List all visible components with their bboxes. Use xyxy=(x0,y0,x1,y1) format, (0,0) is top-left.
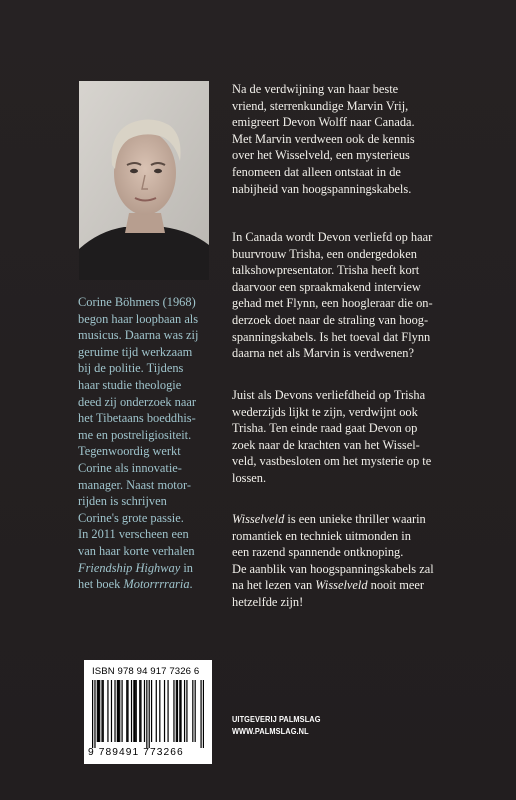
barcode-bars xyxy=(92,680,204,748)
blurb-line: talkshowpresentator. Trisha heeft kort xyxy=(232,263,420,278)
barcode-bar xyxy=(195,680,196,742)
barcode-bar xyxy=(192,680,193,742)
barcode-bar xyxy=(164,680,165,742)
bio-line: rijden is schrijven xyxy=(78,494,167,509)
barcode-bar xyxy=(92,680,93,748)
bio-line: het Tibetaans boeddhis- xyxy=(78,411,196,426)
barcode-bar xyxy=(144,680,145,742)
publisher-website: WWW.PALMSLAG.NL xyxy=(232,725,309,736)
blurb-line: over het Wisselveld, een mysterieus xyxy=(232,148,410,163)
blurb-line: een razend spannende ontknoping. xyxy=(232,545,404,560)
bio-line: Tegenwoordig werkt xyxy=(78,444,181,459)
bio-line: Corine's grote passie. xyxy=(78,510,184,525)
blurb-paragraph-1 xyxy=(232,81,472,197)
barcode-bar xyxy=(107,680,108,742)
barcode-digits: 9 789491 773266 xyxy=(88,747,184,758)
bio-line: In 2011 verscheen een xyxy=(78,527,189,542)
blurb-line: nabijheid van hoogspanningskabels. xyxy=(232,181,412,196)
bio-line: haar studie theologie xyxy=(78,377,182,392)
blurb-line: daarvoor een spraakmakend interview xyxy=(232,279,421,294)
blurb-line xyxy=(232,577,472,594)
blurb-line: buurvrouw Trisha, een ondergedoken xyxy=(232,246,417,261)
publisher-imprint xyxy=(232,714,321,737)
barcode-bar xyxy=(97,680,98,742)
isbn-barcode xyxy=(84,660,212,764)
barcode-bar xyxy=(180,680,181,742)
blurb-line: wederzijds lijkt te zijn, verdwijnt ook xyxy=(232,404,418,419)
barcode-bar xyxy=(121,680,122,742)
barcode-bar xyxy=(119,680,120,742)
barcode-bar xyxy=(111,680,112,742)
barcode-bar xyxy=(133,680,134,742)
blurb-paragraph-4 xyxy=(232,511,472,611)
blurb-line: hetzelfde zijn! xyxy=(232,594,304,609)
barcode-bar xyxy=(134,680,135,742)
barcode-bar xyxy=(149,680,150,748)
blurb-line: spanningskabels. Is het toeval dat Flynn xyxy=(232,329,431,344)
blurb-text: na het lezen van xyxy=(232,578,316,593)
barcode-bar xyxy=(131,680,132,742)
publisher-name: UITGEVERIJ PALMSLAG xyxy=(232,714,321,724)
bio-text: in xyxy=(180,560,193,575)
bio-line: me en postreligiositeit. xyxy=(78,427,192,442)
blurb-line: gehad met Flynn, een hoogleraar die on- xyxy=(232,296,433,311)
book-reference-title: Motorrrraria xyxy=(123,577,190,592)
isbn-text: ISBN 978 94 917 7326 6 xyxy=(92,666,200,677)
barcode-bar xyxy=(156,680,157,742)
blurb-line: romantiek en techniek uitmonden in xyxy=(232,528,411,543)
barcode-bar xyxy=(99,680,100,742)
barcode-bar xyxy=(140,680,141,742)
blurb-line: emigreert Devon Wolff naar Canada. xyxy=(232,115,415,130)
barcode-bar xyxy=(139,680,140,742)
barcode-bar xyxy=(151,680,152,742)
bio-text: het boek xyxy=(78,577,124,592)
blurb-line: veld, vastbesloten om het mysterie op te xyxy=(232,454,432,469)
barcode-bar xyxy=(126,680,127,742)
blurb-line xyxy=(232,511,472,528)
barcode-bar xyxy=(176,680,177,742)
book-title-italic: Wisselveld xyxy=(315,578,368,593)
blurb-line: daarna net als Marvin is verdwenen? xyxy=(232,346,414,361)
barcode-bar xyxy=(203,680,204,748)
barcode-bar xyxy=(127,680,128,742)
barcode-bar xyxy=(101,680,102,742)
blurb-paragraph-3 xyxy=(232,387,472,487)
author-photo xyxy=(79,81,209,280)
barcode-bar xyxy=(200,680,201,748)
bio-line: Corine als innovatie- xyxy=(78,460,182,475)
barcode-bar xyxy=(179,680,180,742)
blurb-line: lossen. xyxy=(232,470,267,485)
blurb-line: derzoek doet naar de straling van hoog- xyxy=(232,312,429,327)
blurb-line: Met Marvin verdween ook de kennis xyxy=(232,131,415,146)
bio-line: manager. Naast motor- xyxy=(78,477,191,492)
barcode-bar xyxy=(186,680,187,742)
barcode-bar xyxy=(136,680,137,742)
barcode-bar xyxy=(167,680,168,742)
bio-line: bij de politie. Tijdens xyxy=(78,361,184,376)
bio-line: Corine Böhmers (1968) xyxy=(78,295,196,309)
barcode-bar xyxy=(114,680,115,742)
barcode-bar xyxy=(184,680,185,742)
bio-text: . xyxy=(189,577,193,592)
barcode-bar xyxy=(159,680,160,742)
blurb-paragraph-2 xyxy=(232,229,472,362)
bio-line: begon haar loopbaan als xyxy=(78,311,199,326)
barcode-bar xyxy=(94,680,95,748)
barcode-bar xyxy=(146,680,147,748)
barcode-bar xyxy=(177,680,178,742)
book-title-italic: Wisselveld xyxy=(232,512,285,526)
blurb-text: nooit meer xyxy=(367,578,424,593)
blurb-line: Juist als Devons verliefdheid op Trisha xyxy=(232,388,426,402)
blurb-line: In Canada wordt Devon verliefd op haar xyxy=(232,230,433,244)
barcode-bar xyxy=(118,680,119,742)
bio-line: musicus. Daarna was zij xyxy=(78,328,199,343)
barcode-bar xyxy=(117,680,118,742)
bio-line: deed zij onderzoek naar xyxy=(78,394,196,409)
bio-line: van haar korte verhalen xyxy=(78,543,195,558)
blurb-line: Na de verdwijning van haar beste xyxy=(232,82,399,96)
bio-line xyxy=(78,560,218,577)
author-bio xyxy=(78,294,218,593)
blurb-line: fenomeen dat alleen ontstaat in de xyxy=(232,164,401,179)
blurb-line: De aanblik van hoogspanningskabels zal xyxy=(232,561,434,576)
blurb-line: Trisha. Ten einde raad gaat Devon op xyxy=(232,421,418,436)
bio-line xyxy=(78,576,218,593)
bio-line: geruime tijd werkzaam xyxy=(78,344,193,359)
blurb-line: zoek naar de krachten van het Wissel- xyxy=(232,437,420,452)
barcode-bar xyxy=(103,680,104,742)
blurb-text: is een unieke thriller waarin xyxy=(284,512,426,526)
barcode-bar xyxy=(98,680,99,742)
blurb-line: vriend, sterrenkundige Marvin Vrij, xyxy=(232,98,409,113)
story-title: Friendship Highway xyxy=(78,560,181,575)
barcode-bar xyxy=(173,680,174,742)
